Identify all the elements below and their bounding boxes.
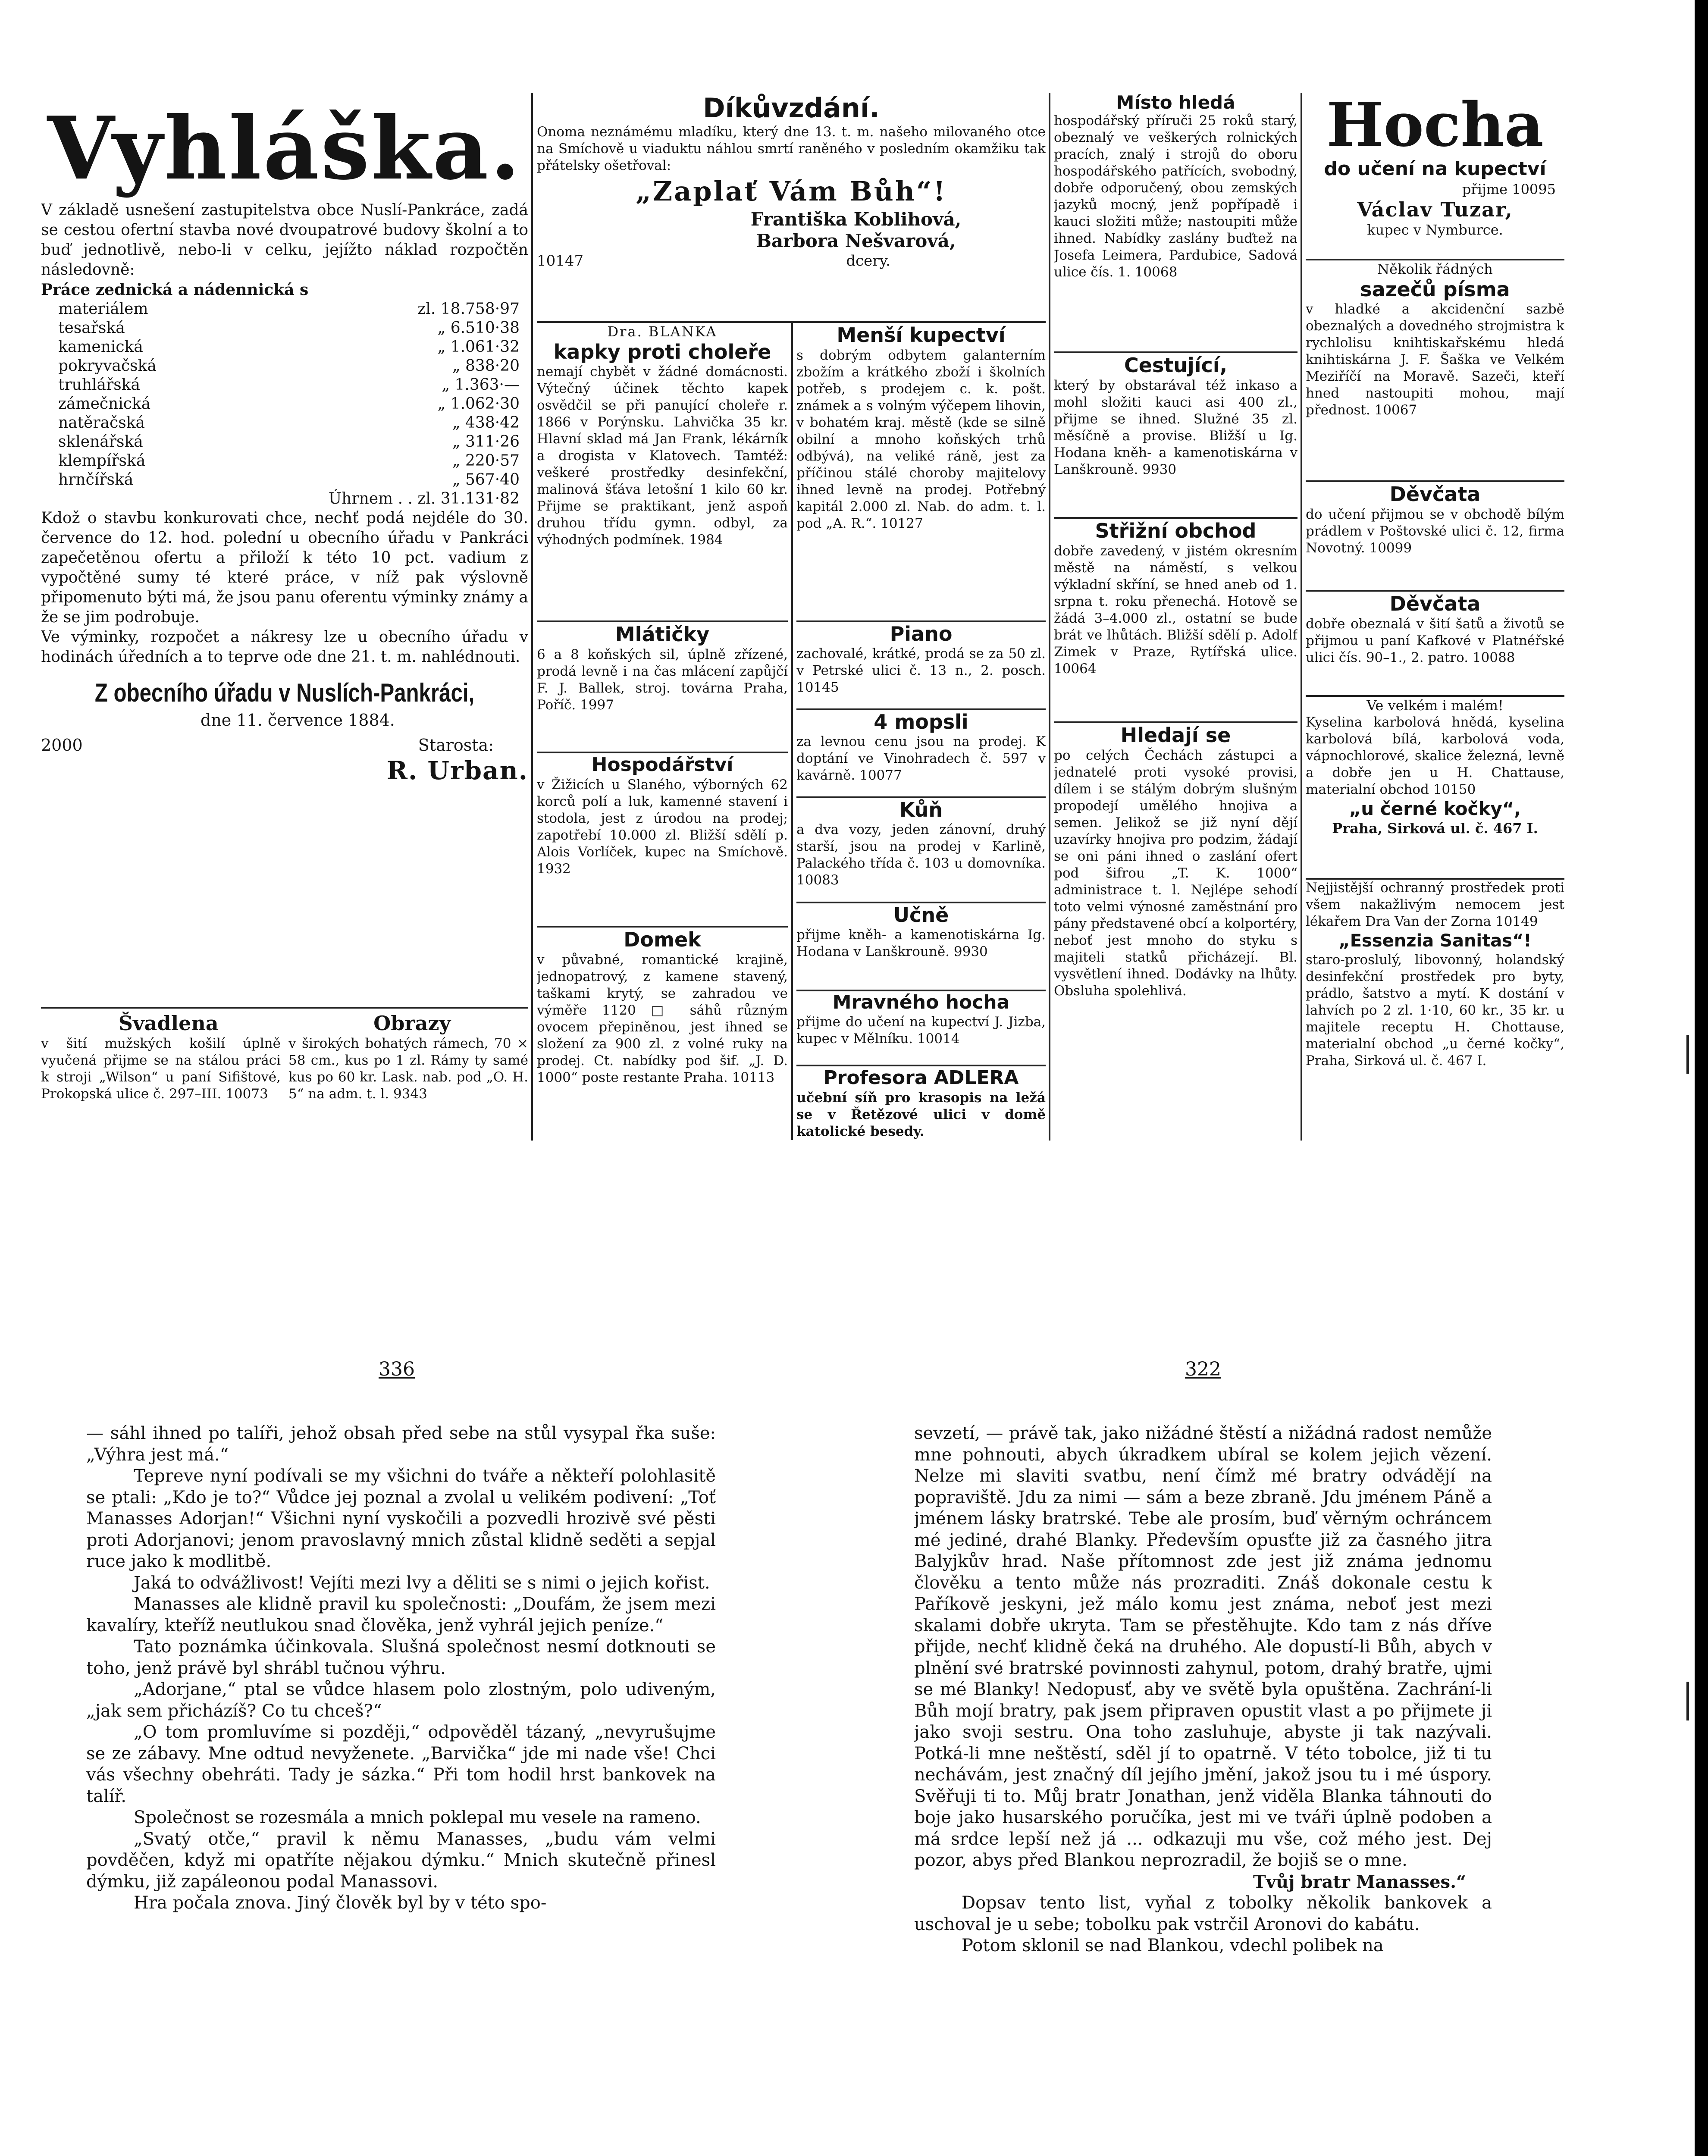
novel-paragraph: Tato poznámka účinkovala. Slušná společnost nesmí dotknouti se toho, jenž právě byl shrábl tučnou výhru. xyxy=(86,1637,716,1678)
svadlena-text: v šití mužských košilí úplně vyučená přijme se na stálou práci k stroji „Wilson“ u paní Sifištové, Prokopská ulice č. 297–III. 10073 xyxy=(41,1036,281,1102)
novel-left-column xyxy=(86,1423,716,2156)
mravneho-ad xyxy=(796,990,1046,1065)
kun-ad xyxy=(796,796,1046,902)
novel-paragraph: sevzetí, — právě tak, jako nižádné štěstí a nižádná radost nemůže mne pohnouti, abych úkradkem ubíral se kolem jejich vězení. Nelze mi slaviti svatbu, není čímž mé bratry odvádějí na popraviště. Jdu za nimi — sám a beze zbraně. Jdu jménem Páně a jménem lásky bratrské. Tebe ale prosím, buď věrným ochráncem mé jediné, drahé Blanky. Především opusťte již za časného jitra Balyjkův hrad. Naše přítomnost zde jest již známa jednomu člověku a tento může nás prozraditi. Znáš dokonale cestu k Paříkově jeskyni, jež málo komu jest známa, neboť jest mezi skalami dobře ukryta. Tam se přestěhujte. Kdo tam z nás dříve přijde, nechť klidně čeká na druhého. Ale dopustí-li Bůh, abych v plnění své bratrské povinnosti zahynul, potom, drahý bratře, ujmi se mé Blanky! Nedopusť, aby ve světě byla opuštěna. Zachrání-li Bůh mojí bratry, pak jsem připraven opustit vlast a po přijmete ji jako svoji sestru. Ona toho zasluhuje, abyste ji tak nazývali. Potká-li mne neštěstí, sděl jí to opatrně. V této tobolce, již ti tu nechávám, jest značný díl jejího jmění, jakož jsou tu i mé úspory. Svěřuji ti to. Můj bratr Jonathan, jenž viděla Blanka táhnouti do boje jako husarského poručíka, jest mi ve tváři úplně podoben a má srdce lepší než já ... odkazuji mu vše, což mého jest. Dej pozor, abys před Blankou neprozradil, že bojiš se o mne. xyxy=(914,1423,1492,1870)
works-row xyxy=(58,470,520,489)
obrazy-text: v širokých bohatých rámech, 70 × 58 cm., kus po 1 zl. Rámy ty samé kus po 60 kr. Lask. nab. pod „O. H. 5“ na adm. t. l. 9343 xyxy=(288,1036,528,1102)
novel-paragraph: Manasses ale klidně pravil ku společnosti: „Doufám, že jsem mezi kavalíry, kteříž neutlukou snad člověka, jenž vyhrál jejich peníze.“ xyxy=(86,1594,716,1636)
dikuvzdani-ad xyxy=(537,93,1046,321)
hocha-name: Václav Tuzar, xyxy=(1357,198,1513,221)
works-name: zámečnická xyxy=(58,395,151,413)
kun-title: Kůň xyxy=(899,798,943,821)
hledaji-ad xyxy=(1054,721,1297,1000)
works-row xyxy=(58,319,520,338)
strizni-ad xyxy=(1054,517,1297,721)
piano-ad xyxy=(796,620,1046,708)
ucen-title: Učně xyxy=(893,903,949,927)
works-header: Práce zednická a nádennická s xyxy=(41,281,309,299)
misto-hleda-text: hospodářský příruči 25 roků starý, obeznalý ve veškerých rolnických pracích, znalý i strojů do oboru hospodářského patřících, svobodný, dobře odporučený, obou zemských jazyků mocný, jenž popřípadě i kauci složiti může; nastoupiti může ihned. Nabídky zaslány buďtež na Josefa Leimera, Pardubice, Sadová ulice čís. 1. 10068 xyxy=(1054,113,1297,280)
blanka-ad xyxy=(537,323,788,620)
works-name: kamenická xyxy=(58,338,143,356)
thanks-line: „Zaplať Vám Bůh“! xyxy=(636,175,947,207)
page-edge xyxy=(1695,0,1708,2156)
hocha-title: Hocha xyxy=(1326,93,1544,160)
works-amount: „ 220·57 xyxy=(452,452,520,470)
hocha-ad xyxy=(1306,93,1564,259)
works-amount: „ 1.061·32 xyxy=(437,338,520,356)
works-name: sklenářská xyxy=(58,433,143,451)
essenzia-text-2: staro-proslulý, libovonný, holandský desinfekční prostředek pro byty, prádlo, šatstvo a mytí. K dostání v lahvích po 2 zl. 1·10, 60 kr., 35 kr. u majitele receptu H. Chottause, materialní obchod „u černé kočky“, Praha, Sirková ul. č. 467 I. xyxy=(1306,952,1564,1069)
notice-number: 2000 xyxy=(41,736,83,755)
column-rule xyxy=(1301,93,1302,1141)
essenzia-ad xyxy=(1306,878,1564,1069)
mensi-kupectvi-text: s dobrým odbytem galanterním zbožím a krátkého zboží i školních potřeb, s prodejem c. k. pošt. známek a s volným výčepem lihovin, v bohatém kraj. městě (kde se silně obilní a mnoho koňských trhů odbývá), na veliké ráně, jest za příčinou stálé choroby majitelovy ihned levně na prodej. Potřebný kapitál 2.000 zl. Nab. do adm. t. l. pod „A. R.“. 10127 xyxy=(796,348,1046,531)
column-rule xyxy=(1049,93,1050,1141)
domek-title: Domek xyxy=(624,928,701,951)
kyselina-ad xyxy=(1306,695,1564,878)
novel-paragraph: Potom sklonil se nad Blankou, vdechl polibek na xyxy=(962,1936,1384,1955)
devcata-1-title: Děvčata xyxy=(1389,483,1481,506)
works-amount: „ 1.363·— xyxy=(442,376,520,394)
signature-3: dcery. xyxy=(846,252,890,270)
devcata-2-text: dobře obeznalá v šití šatů a životů se přijmou u paní Kafkové v Platnéřské ulici čís. 90–1., 2. patro. 10088 xyxy=(1306,616,1564,665)
svadlena-title: Švadlena xyxy=(118,1012,219,1035)
mopsli-text: za levnou cenu jsou na prodej. K doptání ve Vinohradech č. 597 v kavárně. 10077 xyxy=(796,734,1046,783)
devcata-1-text: do učení přijmou se v obchodě bílým prádlem v Poštovské ulici č. 12, firma Novotný. 10099 xyxy=(1306,507,1564,556)
sazecu-text: v hladké a akcidenční sazbě obeznalých a dovedného strojmistra k rychlolisu knihtiskařskému hledá knihtiskárna J. F. Šaška ve Velkém Meziříčí na Moravě. Sazeči, kteří hned nastoupiti mohou, mají přednost. 10067 xyxy=(1306,301,1564,418)
works-amount: „ 311·26 xyxy=(452,433,520,451)
works-name: truhlářská xyxy=(58,376,140,394)
hocha-who: kupec v Nymburce. xyxy=(1367,222,1503,238)
piano-title: Piano xyxy=(890,622,953,646)
mopsli-title: 4 mopsli xyxy=(874,710,968,733)
hocha-text: přijme 10095 xyxy=(1462,181,1556,197)
blanka-text: nemají chybět v žádné domácnosti. Výtečný účinek těchto kapek osvědčil se při panující choleře r. 1866 v Porýnsku. Lahvička 35 kr. Hlavní sklad má Jan Frank, lékárník a drogista v Klatovech. Tamtéž: veškeré prostředky desinfekční, malinová šťáva letošní 1 kilo 60 kr. Přijme se praktikant, jenž aspoň druhou třídu gymn. odbyl, za výhodných podmínek. 1984 xyxy=(537,364,788,548)
column-3 xyxy=(1054,93,1297,1141)
devcata-1-ad xyxy=(1306,480,1564,590)
novel-paragraph: Hra počala znova. Jiný člověk byl by v této spo- xyxy=(134,1893,547,1913)
ucen-text: přijme kněh- a kamenotiskárna Ig. Hodana v Lanškrouně. 9930 xyxy=(796,927,1046,959)
mravneho-text: přijme do učení na kupectví J. Jizba, kupec v Mělníku. 10014 xyxy=(796,1014,1046,1047)
page-tick xyxy=(1686,1035,1689,1074)
mopsli-ad xyxy=(796,708,1046,796)
blanka-title: kapky proti choleře xyxy=(553,340,771,364)
works-row xyxy=(58,357,520,376)
novel-paragraph: „Adorjane,“ ptal se vůdce hlasem polo zlostným, polo udiveným, „jak sem přicházíš? Co tu chceš?“ xyxy=(86,1680,716,1721)
dikuvzdani-title: Díkůvzdání. xyxy=(703,93,880,124)
hospodarstvi-text: v Žižicích u Slaného, výborných 62 korců polí a luk, kamenné stavení i stodola, jest z úrodou na prodej; zapotřebí 10.000 zl. Bližší sdělí p. Alois Vorlíček, kupec na Smíchově. 1932 xyxy=(537,777,788,877)
works-amount: „ 567·40 xyxy=(452,471,520,489)
vyhlaska-body-2: Ve výminky, rozpočet a nákresy lze u obecního úřadu v hodinách úředních a to teprve ode dne 21. t. m. nahlédnouti. xyxy=(41,628,528,666)
mravneho-title: Mravného hocha xyxy=(832,991,1010,1013)
vyhlaska-title: Vyhláška. xyxy=(47,98,522,199)
divider xyxy=(41,1007,528,1009)
works-amount: „ 838·20 xyxy=(452,357,520,375)
column-rule xyxy=(531,93,533,1141)
kyselina-title: „u černé kočky“, xyxy=(1349,798,1521,819)
novel-left-text xyxy=(86,1423,716,1914)
blanka-head: Dra. BLANKA xyxy=(607,323,718,340)
profesora-title: Profesora ADLERA xyxy=(823,1067,1019,1089)
hospodarstvi-ad xyxy=(537,752,788,926)
works-row xyxy=(58,376,520,395)
sazecu-head: Několik řádných xyxy=(1377,261,1493,277)
works-row xyxy=(58,451,520,470)
mensi-kupectvi-title: Menší kupectví xyxy=(837,323,1006,347)
hocha-sub: do učení na kupectví xyxy=(1324,158,1546,180)
novel-paragraph: Společnost se rozesmála a mnich poklepal mu vesele na rameno. xyxy=(134,1808,701,1827)
kyselina-text: Kyselina karbolová hnědá, kyselina karbolová bílá, karbolová voda, vápnochlorové, skalice železná, levně a dobře jen u H. Chattause, materialní obchod 10150 xyxy=(1306,714,1564,797)
office-line: Z obecního úřadu v Nuslích-Pankráci, xyxy=(94,678,475,707)
signature-1: Františka Koblihová, xyxy=(750,209,962,230)
works-name: natěračská xyxy=(58,414,145,432)
hledaji-text: po celých Čechách zástupci a jednatelé proti vysoké provisi, dílem i se stálým dobrým slušným propodejí umělého hnojiva a semen. Jelikož se již nyní dějí uzavírky hnojiva pro podzim, žádají se oni páni ihned o zaslání ofert pod šifrou „T. K. 1000“ administrace t. l. Nejlépe sehodí toto velmi výnosné zaměstnání pro pány představené obcí a kolportéry, neboť jest mnoho do styku s majiteli statků přicházejí. Bl. vysvětlení ihned. Dodávky na lhůty. Obsluha spolehlivá. xyxy=(1054,748,1297,999)
vyhlaska-intro: V základě usnešení zastupitelstva obce Nuslí-Pankráce, zadá se cestou ofertní stavba nové dvoupatrové budovy školní a to buď jednotlivě, nebo-li v celku, jejížto náklad rozpočtěn následovně: xyxy=(41,201,528,279)
mayor-label: Starosta: xyxy=(418,736,494,755)
devcata-2-title: Děvčata xyxy=(1389,592,1481,615)
works-row xyxy=(58,300,520,319)
works-amount: „ 6.510·38 xyxy=(437,319,520,337)
works-amount: „ 1.062·30 xyxy=(437,395,520,413)
ucen-ad xyxy=(796,902,1046,990)
works-name: pokryvačská xyxy=(58,357,157,375)
mayor-name: R. Urban. xyxy=(386,756,528,785)
mlaticky-text: 6 a 8 koňských sil, úplně zřízené, prodá levně i na čas mlácení zapůjčí F. J. Ballek, stroj. továrna Praha, Poříč. 1997 xyxy=(537,647,788,713)
devcata-2-ad xyxy=(1306,590,1564,695)
strizni-text: dobře zavedený, v jistém okresním městě na náměstí, s velkou výkladní skříní, se hned aneb od 1. srpna t. roku přenechá. Hotově se žádá 3–4.000 zl., ostatní se bude brát ve lhůtách. Bližší sdělí p. Adolf Zimek v Praze, Rytířská ulice. 10064 xyxy=(1054,543,1297,677)
novel-paragraph: „Svatý otče,“ pravil k němu Manasses, „budu vám velmi povděčen, když mi opatříte nějakou dýmku.“ Mnich skutečně přinesl dýmku, již zapáleonou podal Manassovi. xyxy=(86,1829,716,1892)
misto-hleda-title: Místo hledá xyxy=(1116,93,1235,113)
strizni-title: Střižní obchod xyxy=(1095,519,1257,542)
works-amount: zl. 18.758·97 xyxy=(417,300,520,318)
works-row xyxy=(58,338,520,357)
piano-text: zachovalé, krátké, prodá se za 50 zl. v Petrské ulici č. 13 n., 2. posch. 10145 xyxy=(796,646,1046,695)
mlaticky-title: Mlátičky xyxy=(615,623,710,646)
domek-ad xyxy=(537,926,788,1086)
page-number-right: 322 xyxy=(1185,1358,1221,1380)
column-2 xyxy=(537,93,1046,1141)
vyhlaska-notice xyxy=(41,93,528,1007)
hospodarstvi-title: Hospodářství xyxy=(591,754,733,776)
column-4 xyxy=(1306,93,1564,1141)
signature-2: Barbora Nešvarová, xyxy=(756,230,956,251)
sazecu-title: sazečů písma xyxy=(1360,278,1510,301)
total-row: Úhrnem . . zl. 31.131·82 xyxy=(328,490,520,508)
profesora-ad xyxy=(796,1065,1046,1140)
works-amount: „ 438·42 xyxy=(452,414,520,432)
cestujici-text: který by obstarával též inkaso a mohl složiti kauci asi 400 zl., přijme se ihned. Služné 35 zl. měsíčně a provise. Bližší u Ig. Hodana kněh- a kamenotiskárna v Lanškrouně. 9930 xyxy=(1054,378,1297,477)
page-number-left: 336 xyxy=(379,1358,415,1380)
novel-right-column xyxy=(914,1423,1492,2156)
novel-right-text xyxy=(914,1423,1492,1957)
kyselina-addr: Praha, Sirková ul. č. 467 I. xyxy=(1332,820,1538,837)
profesora-text: učební síň pro krasopis na ležá se v Řetězové ulici v domě katolické besedy. xyxy=(796,1090,1046,1139)
works-row xyxy=(58,432,520,451)
vyhlaska-body-1: Kdož o stavbu konkurovati chce, nechť podá nejdéle do 30. července do 12. hod. polední u obecního úřadu v Pankráci zapečetěnou ofertu a přiloží k této 10 pct. vadium z vypočtěné sumy té které práce, v níž pak výslovně připomenuto býti má, že jsou panu oferentu výminky známy a že se jim podrobuje. xyxy=(41,509,528,626)
dikuvzdani-text: Onoma neznámému mladíku, který dne 13. t. m. našeho milovaného otce na Smíchově u viaduktu náhlou smrtí raněného v posledním okamžiku tak přátelsky ošetřoval: xyxy=(537,124,1046,173)
essenzia-title: „Essenzia Sanitas“! xyxy=(1338,931,1532,951)
hledaji-title: Hledají se xyxy=(1120,724,1231,747)
page-tick xyxy=(1686,1682,1689,1720)
cestujici-ad xyxy=(1054,351,1297,517)
novel-paragraph: Tepreve nyní podívali se my všichni do tváře a někteří polohlasitě se ptali: „Kdo je to?“ Vůdce jej poznal a zvolal u velikém podivení: „Toť Manasses Adorjan!“ Všichni nyní vyskočili a pozvedli hrozivě své pěsti proti Adorjanovi; jenom pravoslavný mnich zůstal klidně seděti a sepjal ruce jako k modlitbě. xyxy=(86,1466,716,1571)
vyhlaska-date: dne 11. července 1884. xyxy=(201,711,395,730)
kyselina-head: Ve velkém i malém! xyxy=(1366,697,1504,714)
works-name: materiálem xyxy=(58,300,148,318)
mlaticky-ad xyxy=(537,620,788,752)
mensi-kupectvi-ad xyxy=(796,323,1046,620)
novel-paragraph: „O tom promluvíme si později,“ odpověděl tázaný, „nevyrušujme se ze zábavy. Mne odtud nevyženete. „Barvička“ jde mi nade vše! Chci vás všechny obehráti. Tady je sázka.“ Při tom hodil hrst bankovek na talíř. xyxy=(86,1722,716,1806)
novel-paragraph: Jaká to odvážlivost! Vejíti mezi lvy a děliti se s nimi o jejich kořist. xyxy=(134,1573,710,1593)
essenzia-text: Nejjistější ochranný prostředek proti všem nakažlivým nemocem jest lékařem Dra Van der Zorna 10149 xyxy=(1306,880,1564,929)
svadlena-obrazy-ad xyxy=(41,1011,528,1141)
works-name: hrnčířská xyxy=(58,471,134,489)
kun-text: a dva vozy, jeden zánovní, druhý starší, jsou na prodej v Karlině, Palackého třída č. 103 u domovníka. 10083 xyxy=(796,822,1046,888)
novel-paragraph: Dopsav tento list, vyňal z tobolky několik bankovek a uschoval je u sebe; tobolku pak vstrčil Aronovi do kabátu. xyxy=(914,1893,1492,1934)
novel-paragraph: — sáhl ihned po talíři, jehož obsah před sebe na stůl vysypal řka suše: „Výhra jest má.“ xyxy=(86,1423,716,1465)
works-row xyxy=(58,395,520,414)
works-row xyxy=(58,414,520,432)
sazecu-ad xyxy=(1306,259,1564,480)
works-name: tesařská xyxy=(58,319,125,337)
obrazy-title: Obrazy xyxy=(373,1012,451,1035)
misto-hleda-ad xyxy=(1054,93,1297,351)
domek-text: v půvabné, romantické krajině, jednopatrový, z kamene stavený, taškami krytý, se zahradou ve výměře 1120 □ sáhů různým ovocem přepiněnou, jest ihned se složení za 900 zl. z volné ruky na prodej. Ct. nabídky pod šif. „J. D. 1000“ poste restante Praha. 10113 xyxy=(537,952,788,1085)
works-name: klempířská xyxy=(58,452,146,470)
novel-paragraph: Tvůj bratr Manasses.“ xyxy=(1253,1871,1466,1892)
cestujici-title: Cestující, xyxy=(1124,354,1228,377)
dikuvzdani-number: 10147 xyxy=(537,252,584,270)
works-list xyxy=(41,300,528,489)
